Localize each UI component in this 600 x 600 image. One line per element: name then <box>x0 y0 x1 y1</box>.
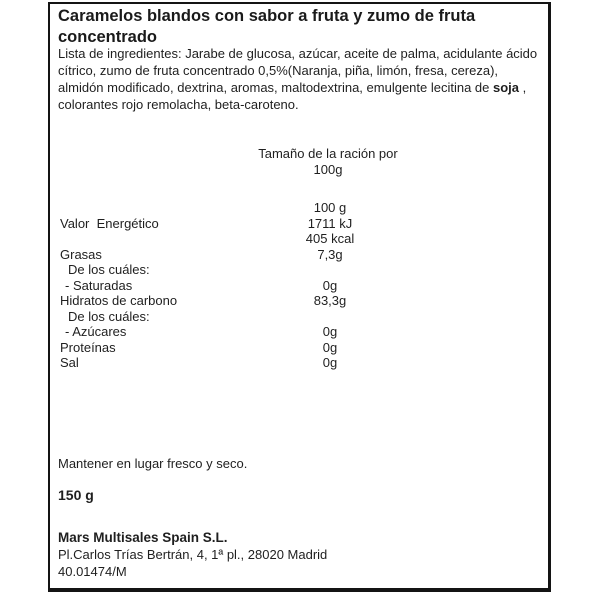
nutrient-name: - Azúcares <box>65 324 127 339</box>
product-label <box>48 2 551 592</box>
nutrition-row-salt <box>50 355 548 371</box>
allergen-soja: soja <box>493 80 520 95</box>
nutrient-value <box>230 262 430 278</box>
nutrient-name <box>50 231 230 247</box>
nutrient-name: De los cuáles: <box>68 308 150 324</box>
manufacturer-address: Pl.Carlos Trías Bertrán, 4, 1ª pl., 28020 Madrid <box>58 547 328 562</box>
nutrient-name: - Saturadas <box>65 277 133 293</box>
nutrition-header-spacer <box>50 200 230 216</box>
nutrition-row-energy-kcal <box>50 231 548 247</box>
nutrient-name: Proteínas <box>60 339 116 355</box>
nutrition-column-header: 100 g <box>313 200 347 215</box>
ingredients-text-after-allergen: , colorantes rojo remolacha, beta-caroteno. <box>58 80 527 112</box>
serving-size-line2: 100g <box>313 162 343 177</box>
nutrient-value: 405 kcal <box>305 231 355 246</box>
nutrition-table <box>50 200 548 371</box>
nutrient-value <box>230 309 430 325</box>
net-weight: 150 g <box>58 487 94 503</box>
nutrition-row-of-which-carbs <box>50 309 548 325</box>
nutrition-row-energy <box>50 216 548 232</box>
nutrition-row-saturates <box>50 278 548 294</box>
nutrient-value: 83,3g <box>313 293 347 308</box>
nutrient-value: 1711 kJ <box>307 215 353 231</box>
nutrient-name: Sal <box>60 355 79 370</box>
nutrient-name: Hidratos de carbono <box>60 293 178 308</box>
serving-size-header <box>228 146 428 178</box>
nutrition-row-sugars <box>50 324 548 340</box>
manufacturer-block <box>58 529 327 580</box>
nutrient-value: 7,3g <box>317 246 343 262</box>
nutrition-row-of-which-fat <box>50 262 548 278</box>
storage-instructions: Mantener en lugar fresco y seco. <box>58 456 248 471</box>
nutrient-value: 0g <box>322 277 338 293</box>
nutrient-name: Valor Energético <box>60 215 159 231</box>
nutrition-column-header-row <box>50 200 548 216</box>
manufacturer-name: Mars Multisales Spain S.L. <box>58 530 228 545</box>
nutrient-value: 0g <box>322 324 338 339</box>
registration-number: 40.01474/M <box>58 564 127 579</box>
serving-size-line1: Tamaño de la ración por <box>258 146 398 161</box>
ingredients-text-before-allergen: Lista de ingredientes: Jarabe de glucosa, azúcar, aceite de palma, acidulante ácido cítrico, zumo de fruta concentrado 0,5%(Naranja, piña, limón, fresa, cereza), almidón modificado, dextrina, aromas, maltodextrina, emulgente lecitina de <box>58 46 538 95</box>
nutrient-name: De los cuáles: <box>68 262 150 277</box>
nutrient-value: 0g <box>322 355 338 370</box>
product-title: Caramelos blandos con sabor a fruta y zumo de fruta concentrado <box>58 7 476 46</box>
nutrition-row-fat <box>50 247 548 263</box>
nutrition-row-carbohydrate <box>50 293 548 309</box>
nutrient-name: Grasas <box>60 246 102 262</box>
nutrient-value: 0g <box>322 339 338 355</box>
nutrition-row-protein <box>50 340 548 356</box>
ingredients-paragraph <box>58 45 539 113</box>
